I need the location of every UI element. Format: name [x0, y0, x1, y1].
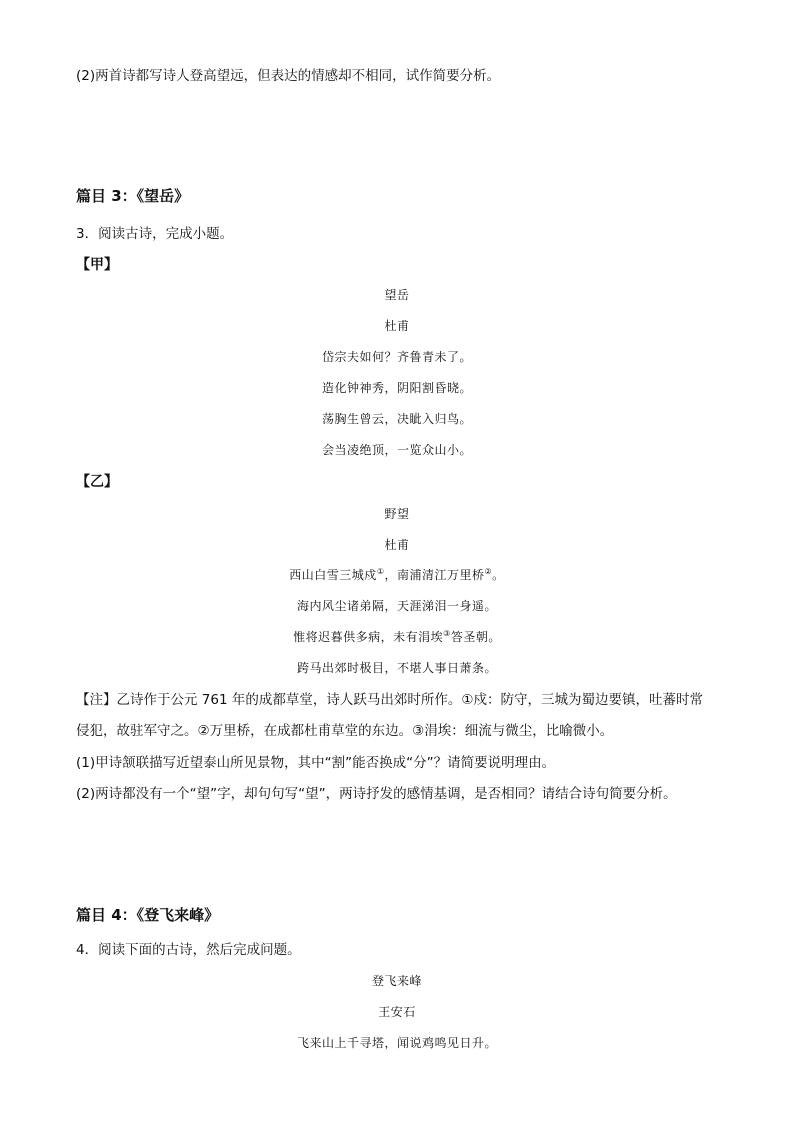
poem-a-line-3: 荡胸生曾云，决眦入归鸟。 — [321, 412, 472, 426]
poem-a-title: 望岳 — [384, 288, 410, 302]
part-b-label: 【乙】 — [76, 474, 118, 490]
annotation-line-1: 【注】乙诗作于公元 761 年的成都草堂，诗人跃马出郊时所作。①戍：防守，三城为蜀边要镇，吐蕃时常 — [76, 692, 703, 708]
poem-b-line-3-part-b: 答圣朝。 — [450, 630, 501, 644]
poem-b-line-1-part-b: ，南浦清江万里桥 — [384, 568, 485, 582]
poem-a-author: 杜甫 — [384, 319, 410, 333]
question-4-prompt: 4．阅读下面的古诗，然后完成问题。 — [76, 942, 301, 958]
poem-b-line-2: 海内风尘诸弟隔，天涯涕泪一身遥。 — [296, 599, 497, 613]
poem-b-line-1-part-a: 西山白雪三城戍 — [289, 568, 377, 582]
poem-b-line-1-part-c: 。 — [492, 568, 505, 582]
poem-a-line-1: 岱宗夫如何？齐鲁青未了。 — [321, 350, 472, 364]
poem-b-title: 野望 — [384, 507, 410, 521]
sub-question-1: (1)甲诗颔联描写近望泰山所见景物，其中“割”能否换成“分”？请简要说明理由。 — [76, 755, 556, 771]
poem-a-line-2: 造化钟神秀，阴阳割昏晓。 — [321, 381, 472, 395]
question-3-prompt: 3．阅读古诗，完成小题。 — [76, 226, 234, 242]
poem-b-line-1 — [0, 567, 794, 583]
poem-b-line-3 — [0, 629, 794, 645]
poem-b-line-3-part-a: 惟将迟暮供多病，未有涓埃 — [293, 630, 444, 644]
poem-c-line-1: 飞来山上千寻塔，闻说鸡鸣见日升。 — [296, 1036, 497, 1050]
poem-b-author: 杜甫 — [384, 538, 410, 552]
question-2-text: (2)两首诗都写诗人登高望远，但表达的情感却不相同，试作简要分析。 — [76, 68, 501, 84]
sub-question-2: (2)两诗都没有一个“望”字，却句句写“望”，两诗抒发的感情基调，是否相同？请结合诗句简要分析。 — [76, 786, 677, 802]
poem-b-line-4: 跨马出郊时极目，不堪人事日萧条。 — [296, 661, 497, 675]
footnote-marker-3: ③ — [443, 629, 451, 638]
poem-c-title: 登飞来峰 — [371, 974, 422, 988]
annotation-line-2: 侵犯，故驻军守之。②万里桥，在成都杜甫草堂的东边。③涓埃：细流与微尘，比喻微小。 — [76, 723, 614, 739]
footnote-marker-2: ② — [484, 567, 493, 576]
poem-c-author: 王安石 — [378, 1005, 416, 1019]
part-a-label: 【甲】 — [76, 257, 118, 273]
poem-a-line-4: 会当凌绝顶，一览众山小。 — [321, 443, 472, 457]
footnote-marker-1: ① — [376, 567, 385, 576]
section-4-heading: 篇目 4：《登飞来峰》 — [76, 906, 220, 924]
section-3-heading: 篇目 3：《望岳》 — [76, 187, 190, 205]
